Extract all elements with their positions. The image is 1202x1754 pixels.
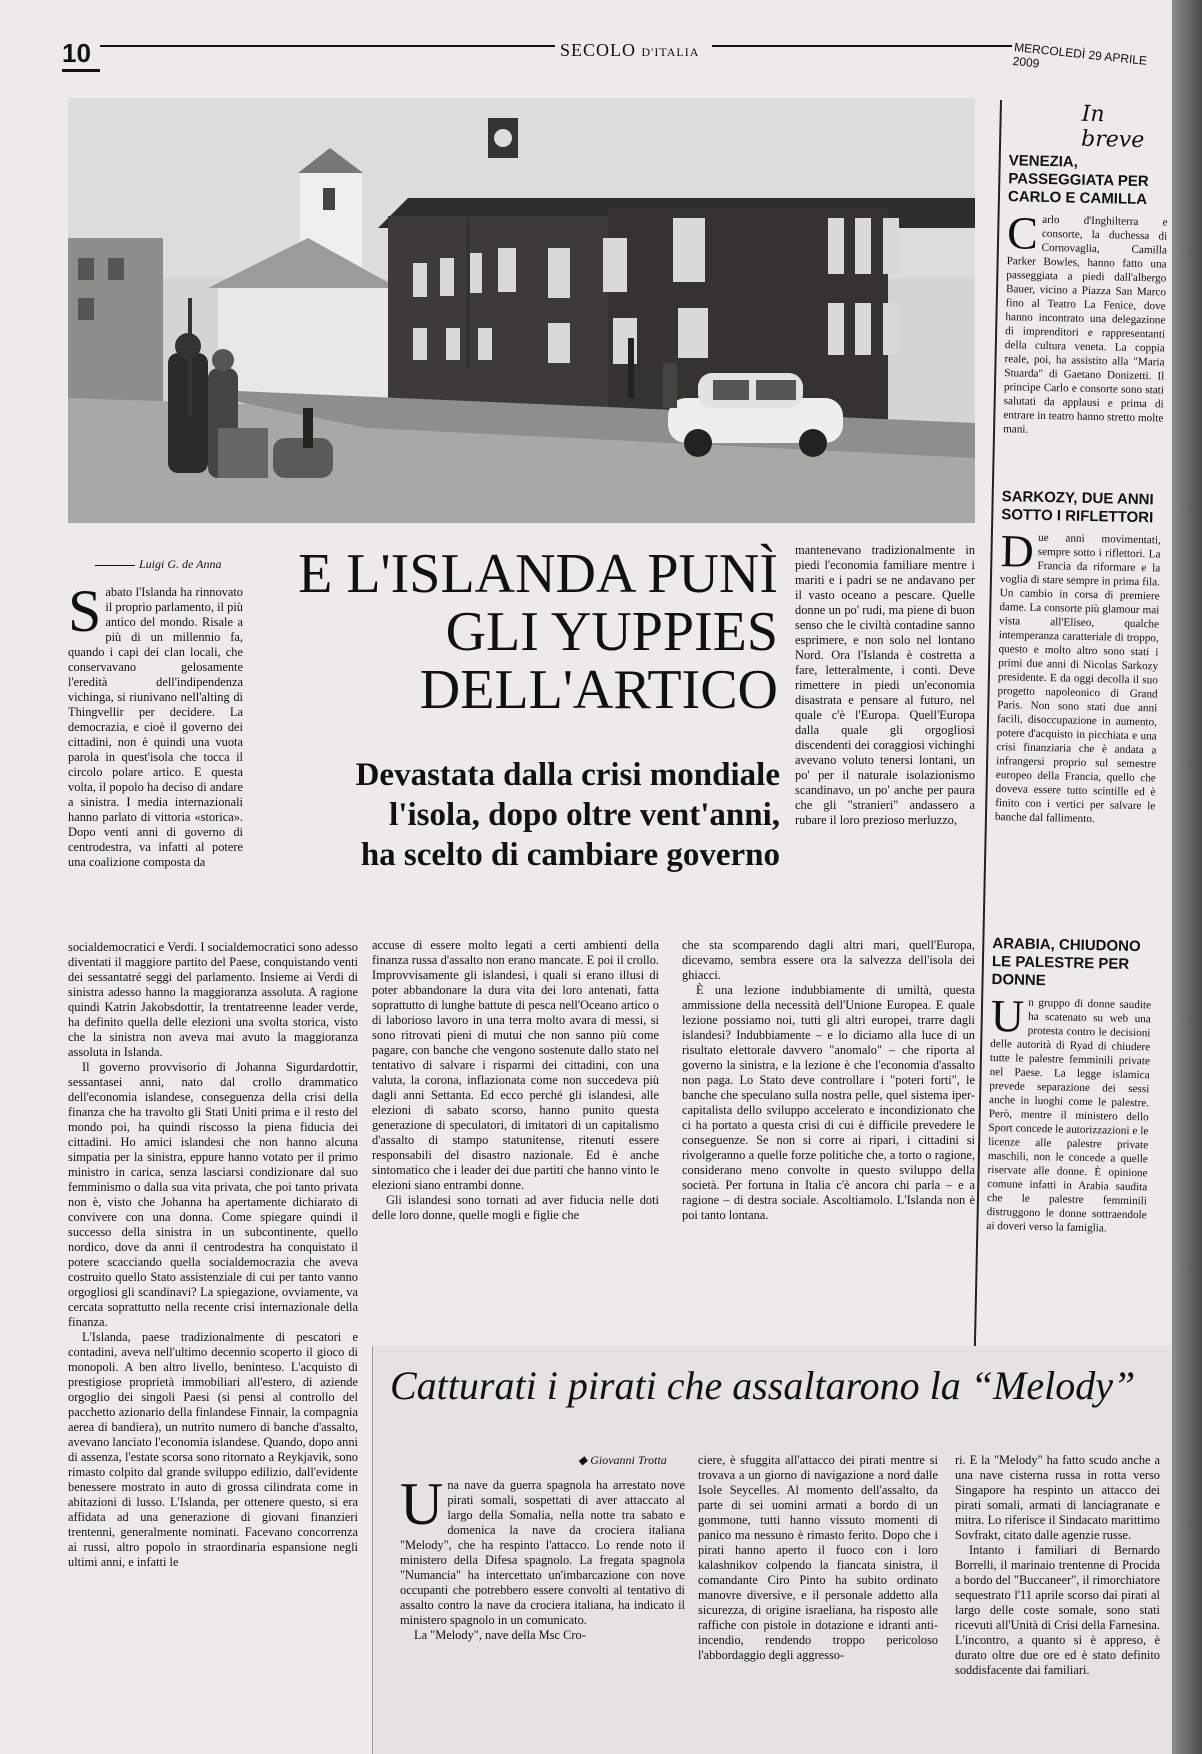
article-paragraph: che sta scomparendo dagli altri mari, quell'Europa, dicevamo, sembra essere ora la salvezza dell'isola dei ghiacci. xyxy=(682,938,975,982)
newspaper-name: SECOLO xyxy=(560,40,637,60)
headline-line: DELL'ARTICO xyxy=(419,659,778,721)
dropcap: S xyxy=(68,585,102,644)
article-column-3-top xyxy=(795,543,975,933)
pirates-lead: na nave da guerra spagnola ha arrestato nove pirati somali, sospettati di aver attaccato al largo della Somalia, nella notte tra sabato e domenica la nave da crociera italiana "Melody", che ha respinto l'attacco. Lo rende noto il ministero della Difesa spagnolo. La fregata spagnola "Numancia" ha intercettato un'imbarcazione con nove occupanti che potrebbero essere convolti al tentativo di assalto contro la nave da crociera italiana, ha indicato il ministero spagnolo in un comunicato. xyxy=(400,1478,685,1627)
headline-line: E L'ISLANDA PUNÌ xyxy=(298,543,778,605)
article-paragraph: socialdemocratici e Verdi. I socialdemocratici sono adesso diventati il maggiore partito del Paese, conquistando venti dei sessantatré seggi del parlamento. Insieme ai Verdi di sinistra adesso hanno la maggioranza assoluta. A ragione quindi Katrin Jakobsdottir, la trentatreenne leader verde, ha definito quella delle elezioni una svolta storica, visto che la sinistra non aveva mai avuto la maggioranza assoluta in Islanda. xyxy=(68,940,358,1059)
dropcap: C xyxy=(1006,207,1039,259)
article-paragraph: È una lezione indubbiamente di umiltà, questa ammissione della necessità dell'Unione Europea. E quale lezione possiamo noi, tutti gli altri europei, trarre dagli islandesi? Indubbiamente – e lo diciamo alla luce di un risultato elettorale davvero "anomalo" – che riporta al governo la sinistra, e la lezione è che l'economia d'assalto non paga. Lo Stato deve controllare i "poteri forti", le banche che speculano sulla nostra pelle, quel sistema iper-capitalista dello sviluppo accelerato e incondizionato che ci ha portato a questa crisi di cui è difficile prevedere le conseguenze. Se non si corre ai ripari, i cittadini si rivolgeranno a quelle forze politiche che, a torto o ragione, considerano meno convolte in questo sviluppo della società. Per fortuna in Italia c'è ancora chi parla – e a ragione – di destra sociale. Ascoltiamolo. L'Islanda non è poi tanto lontana. xyxy=(682,983,975,1222)
brief-item-sarkozy xyxy=(995,488,1162,827)
page-edge-shadow xyxy=(1172,0,1202,1754)
pirates-column-1 xyxy=(400,1478,685,1748)
dropcap: U xyxy=(990,990,1025,1042)
brief-title: ARABIA, CHIUDONO LE PALESTRE PER DONNE xyxy=(991,935,1141,990)
dropcap: U xyxy=(400,1478,444,1537)
brief-text xyxy=(994,525,1161,827)
article-paragraph: L'Islanda, paese tradizionalmente di pescatori e contadini, aveva nell'ultimo decennio scoperto il gioco di monopoli. A ben altro livello, beninteso. L'acquisto di prestigiose proprietà immobiliari all'estero, di aziende orgoglio dei singoli Paesi (si pensi al controllo del pacchetto azionario della finlandese Finnair, la compagnia aerea di bandiera), un nutrito numero di banche d'assalto, avevano lanciato l'economia islandese. Quando, dopo anni di assenza, l'estate scorsa sono ritornato a Reykjavik, sono rimasto colpito dal grande sviluppo edilizio, dall'evidente benessere mostrato in auto di grossa cilindrata come in abitazioni di lusso. L'Islanda, per ottenere questo, si era affidata ad una generazione di giovani finanzieri trentenni, generalmente nominati. Facevano concorrenza ai russi, altro popolo in straordinaria espansione negli ultimi anni, e infatti le xyxy=(68,1330,358,1569)
newspaper-title xyxy=(560,40,699,61)
subhead-line: ha scelto di cambiare governo xyxy=(360,837,780,873)
article-paragraph: Il governo provvisorio di Johanna Sigurdardottir, sessantasei anni, nato dal crollo drammatico dell'economia islandese, conseguenza della crisi della finanza che ha travolto gli Stati Uniti prima e il resto del mondo poi, ha quindi riscosso la piena fiducia dei cittadini. Ho amici islandesi che non hanno alcuna simpatia per la sinistra, eppure hanno votato per il primo ministro in carica, senza lasciarsi condizionare dal suo femminismo o dalla sua vita privata, che poi tanto privata non è, visto che Johanna ha apertamente dichiarato di convivere con una donna. Come spiegare quindi il successo della sinistra in un subcontinente, quello nordico, dove da anni il centrodestra ha conquistato il potere scacciando quella socialdemocrazia che aveva costruito quello Stato assistenziale di cui per tanto vanno orgogliosi gli scandinavi? La spiegazione, ovviamente, va cercata soprattutto nella recente crisi internazionale della finanza. xyxy=(68,1060,358,1329)
brief-text xyxy=(1002,207,1168,439)
brief-title: SARKOZY, DUE ANNI SOTTO I RIFLETTORI xyxy=(1001,488,1154,527)
header-rule-left xyxy=(100,45,555,47)
headline-line: GLI YUPPIES xyxy=(445,601,778,663)
brief-text xyxy=(986,990,1152,1236)
subhead-line: Devastata dalla crisi mondiale xyxy=(355,757,780,793)
pirates-paragraph: ri. E la "Melody" ha fatto scudo anche a una nave cisterna russa in rotta verso Singapore ha respinto un attacco dei pirati somali, armati di lanciagranate e mitra. Lo riferisce il Sindacato marittimo Sovfrakt, citato dalle agenzie russe. xyxy=(955,1453,1160,1542)
brief-item-venezia xyxy=(1003,152,1169,439)
page-number: 10 xyxy=(62,38,100,72)
pirates-column-3 xyxy=(955,1453,1160,1748)
brief-item-arabia xyxy=(986,935,1152,1236)
dropcap: D xyxy=(1000,525,1035,577)
brief-body: arlo d'Inghilterra e consorte, la duchessa di Cornovaglia, Camilla Parker Bowles, hanno fatto una passeggiata a piedi dall'albergo Bauer, vicino a Piazza San Marco fino al Teatro La Fenice, dove hanno incontrato una delegazione di imprenditori e rappresentanti della cultura veneta. La coppia reale, poi, ha assistito alla "Maria Stuarda" di Gaetano Donizetti. Il principe Carlo e consorte sono stati salutati da applausi e prima di entrare in teatro hanno stretto molte mani. xyxy=(1002,213,1168,436)
reykjavik-street-photo xyxy=(68,98,975,523)
pirates-paragraph: ciere, è sfuggita all'attacco dei pirati mentre si trovava a un giorno di navigazione a nord dalle Isole Seycelles. Al momento dell'assalto, da parte di sei uomini armati a bordo di un gommone, tutti hanno vissuto momenti di panico ma nessuno è rimasto ferito. Dopo che i pirati hanno aperto il fuoco con i loro kalashnikov colpendo la fiancata sinistra, il comandante Ciro Pinto ha subito ordinato manovre diversive, e il personale addetto alla sicurezza, di origine israeliana, ha risposto alle raffiche con pistole in dotazione e idranti anti-incendio, rendendo troppo pericoloso l'abbordaggio degli aggresso- xyxy=(698,1453,938,1662)
article-subheadline xyxy=(240,755,780,875)
pirates-headline: Catturati i pirati che assaltarono la “Melody” xyxy=(390,1363,1136,1408)
pirates-paragraph: La "Melody", nave della Msc Cro- xyxy=(414,1628,586,1642)
article-lead: abato l'Islanda ha rinnovato il proprio parlamento, il più antico del mondo. Risale a più di un millennio fa, quando i capi dei clan locali, che conservavano gelosamente l'eredità dell'indipendenza vichinga, si riunivano nell'alting di Thingvellir per decidere. La democrazia, e cioè il governo dei cittadini, non è quindi una vuota parola in quest'isola che tocca il circolo polare artico. E questa volta, il popolo ha deciso di andare a sinistra. I media internazionali hanno parlato di vittoria «storica». Dopo venti anni di governo di centrodestra, va infatti al potere una coalizione composta da xyxy=(68,585,243,869)
newspaper-suffix: D'ITALIA xyxy=(641,45,700,59)
news-brief-sidebar xyxy=(974,100,1172,1363)
article-column-1-top xyxy=(68,585,243,935)
article-column-1 xyxy=(68,940,358,1745)
article-paragraph: Gli islandesi sono tornati ad aver fiducia nelle doti delle loro donne, quelle mogli e figlie che xyxy=(372,1193,659,1222)
article-column-2 xyxy=(372,938,659,1288)
issue-date: MERCOLEDÌ 29 APRILE 2009 xyxy=(1012,40,1148,71)
brief-body: n gruppo di donne saudite ha scatenato su web una protesta contro le decisioni delle autorità di Ryad di chiudere tutte le palestre femminili private nel Paese. La legge islamica prevede separazione dei sessi anche in luoghi come le palestre. Però, mentre il ministero dello Sport concede le autorizzazioni e le licenze alle palestre private maschili, non le concede a quelle riservate alle donne. È opinione comune infatti in Arabia saudita che le palestre femminili distruggono le donne sottraendole ai doveri verso la famiglia. xyxy=(986,996,1152,1235)
brief-body: ue anni movimentati, sempre sotto i riflettori. La Francia da riformare e la voglia di stare sempre in prima fila. Un cambio in corsa di premiere dame. La consorte più glamour mai vista all'Eliseo, qualche intemperanza caratteriale di troppo, questo e molto altro sono stati i primi due anni di Nicolas Sarkozy presidente. E da oggi decolla il suo progetto napoleonico di Grand Paris. Non sono stati due anni facili, disoccupazione in aumento, potere d'acquisto in picchiata e una crisi finanziaria che è andata a infrangersi proprio sul semestre europeo della Francia, quello che doveva essere tutto scintille ed è finito con i vertici per salvare le banche dal fallimento. xyxy=(994,531,1161,826)
header-rule-right xyxy=(712,45,1012,47)
subhead-line: l'isola, dopo oltre vent'anni, xyxy=(389,797,780,833)
brief-title: VENEZIA, PASSEGGIATA PER CARLO E CAMILLA xyxy=(1007,152,1149,209)
article-photo xyxy=(68,98,975,523)
pirates-author: Giovanni Trotta xyxy=(590,1453,667,1467)
pirates-column-2 xyxy=(698,1453,938,1748)
article-byline: Luigi G. de Anna xyxy=(95,557,221,572)
article-headline xyxy=(248,545,778,719)
sidebar-label: In breve xyxy=(1080,101,1145,154)
pirates-byline: ◆ Giovanni Trotta xyxy=(578,1453,667,1467)
article-column-3 xyxy=(682,938,975,1288)
article-paragraph: mantenevano tradizionalmente in piedi l'economia familiare mentre i mariti e i padri se ne andavano per il vasto oceano a pescare. Quelle donne un po' rudi, ma piene di buon senso che le civiltà contadine sanno esprimere, e non solo nel lontano Nord. Ora l'Islanda è costretta a fare, letteralmente, i conti. Deve rimettere in piedi un'economia disastrata e pensare al futuro, nel quale c'è l'Europa. Quell'Europa dalla quale gli orgogliosi discendenti dei coraggiosi vichinghi avevano voluto tenersi lontani, un po' per il naturale isolazionismo scandinavo, un po' anche per paura che gli "stranieri" andassero a rubare il loro prezioso merluzzo, xyxy=(795,543,975,827)
pirates-paragraph: Intanto i familiari di Bernardo Borrelli, il marinaio trentenne di Procida a bordo del "Buccaneer", il rimorchiatore sequestrato l'11 aprile scorso dai pirati al largo delle coste somale, sono stati ricevuti all'Unità di Crisi della Farnesina. L'incontro, a quanto si è appreso, è durato oltre due ore ed è stato definito soddisfacente dai familiari. xyxy=(955,1543,1160,1677)
article-paragraph: accuse di essere molto legati a certi ambienti della finanza russa d'assalto non erano mancate. E poi il crollo. Improvvisamente gli islandesi, i quali si erano illusi di poter abbandonare la dura vita dei loro antenati, fatta soprattutto di lunghe battute di pesca nell'Oceano artico o di laborioso lavoro in una terra molto avara di messi, si sono ritrovati pieni di mutui che non sanno più come pagare, con banche che vengono sostenute dallo stato nel tentativo di salvare i risparmi dei cittadini, con una valuta, la corona, inflazionata come non succedeva più dagli anni Settanta. Ed ecco perché gli islandesi, alle elezioni di sabato scorso, hanno punito questa generazione di speculatori, di imitatori di un capitalismo d'assalto di stampo statunitense, ritenuti essere responsabili del disastro nazionale. Ed è anche sintomatico che i leader dei due partiti che hanno vinto le elezioni siano entrambi donne. xyxy=(372,938,659,1192)
